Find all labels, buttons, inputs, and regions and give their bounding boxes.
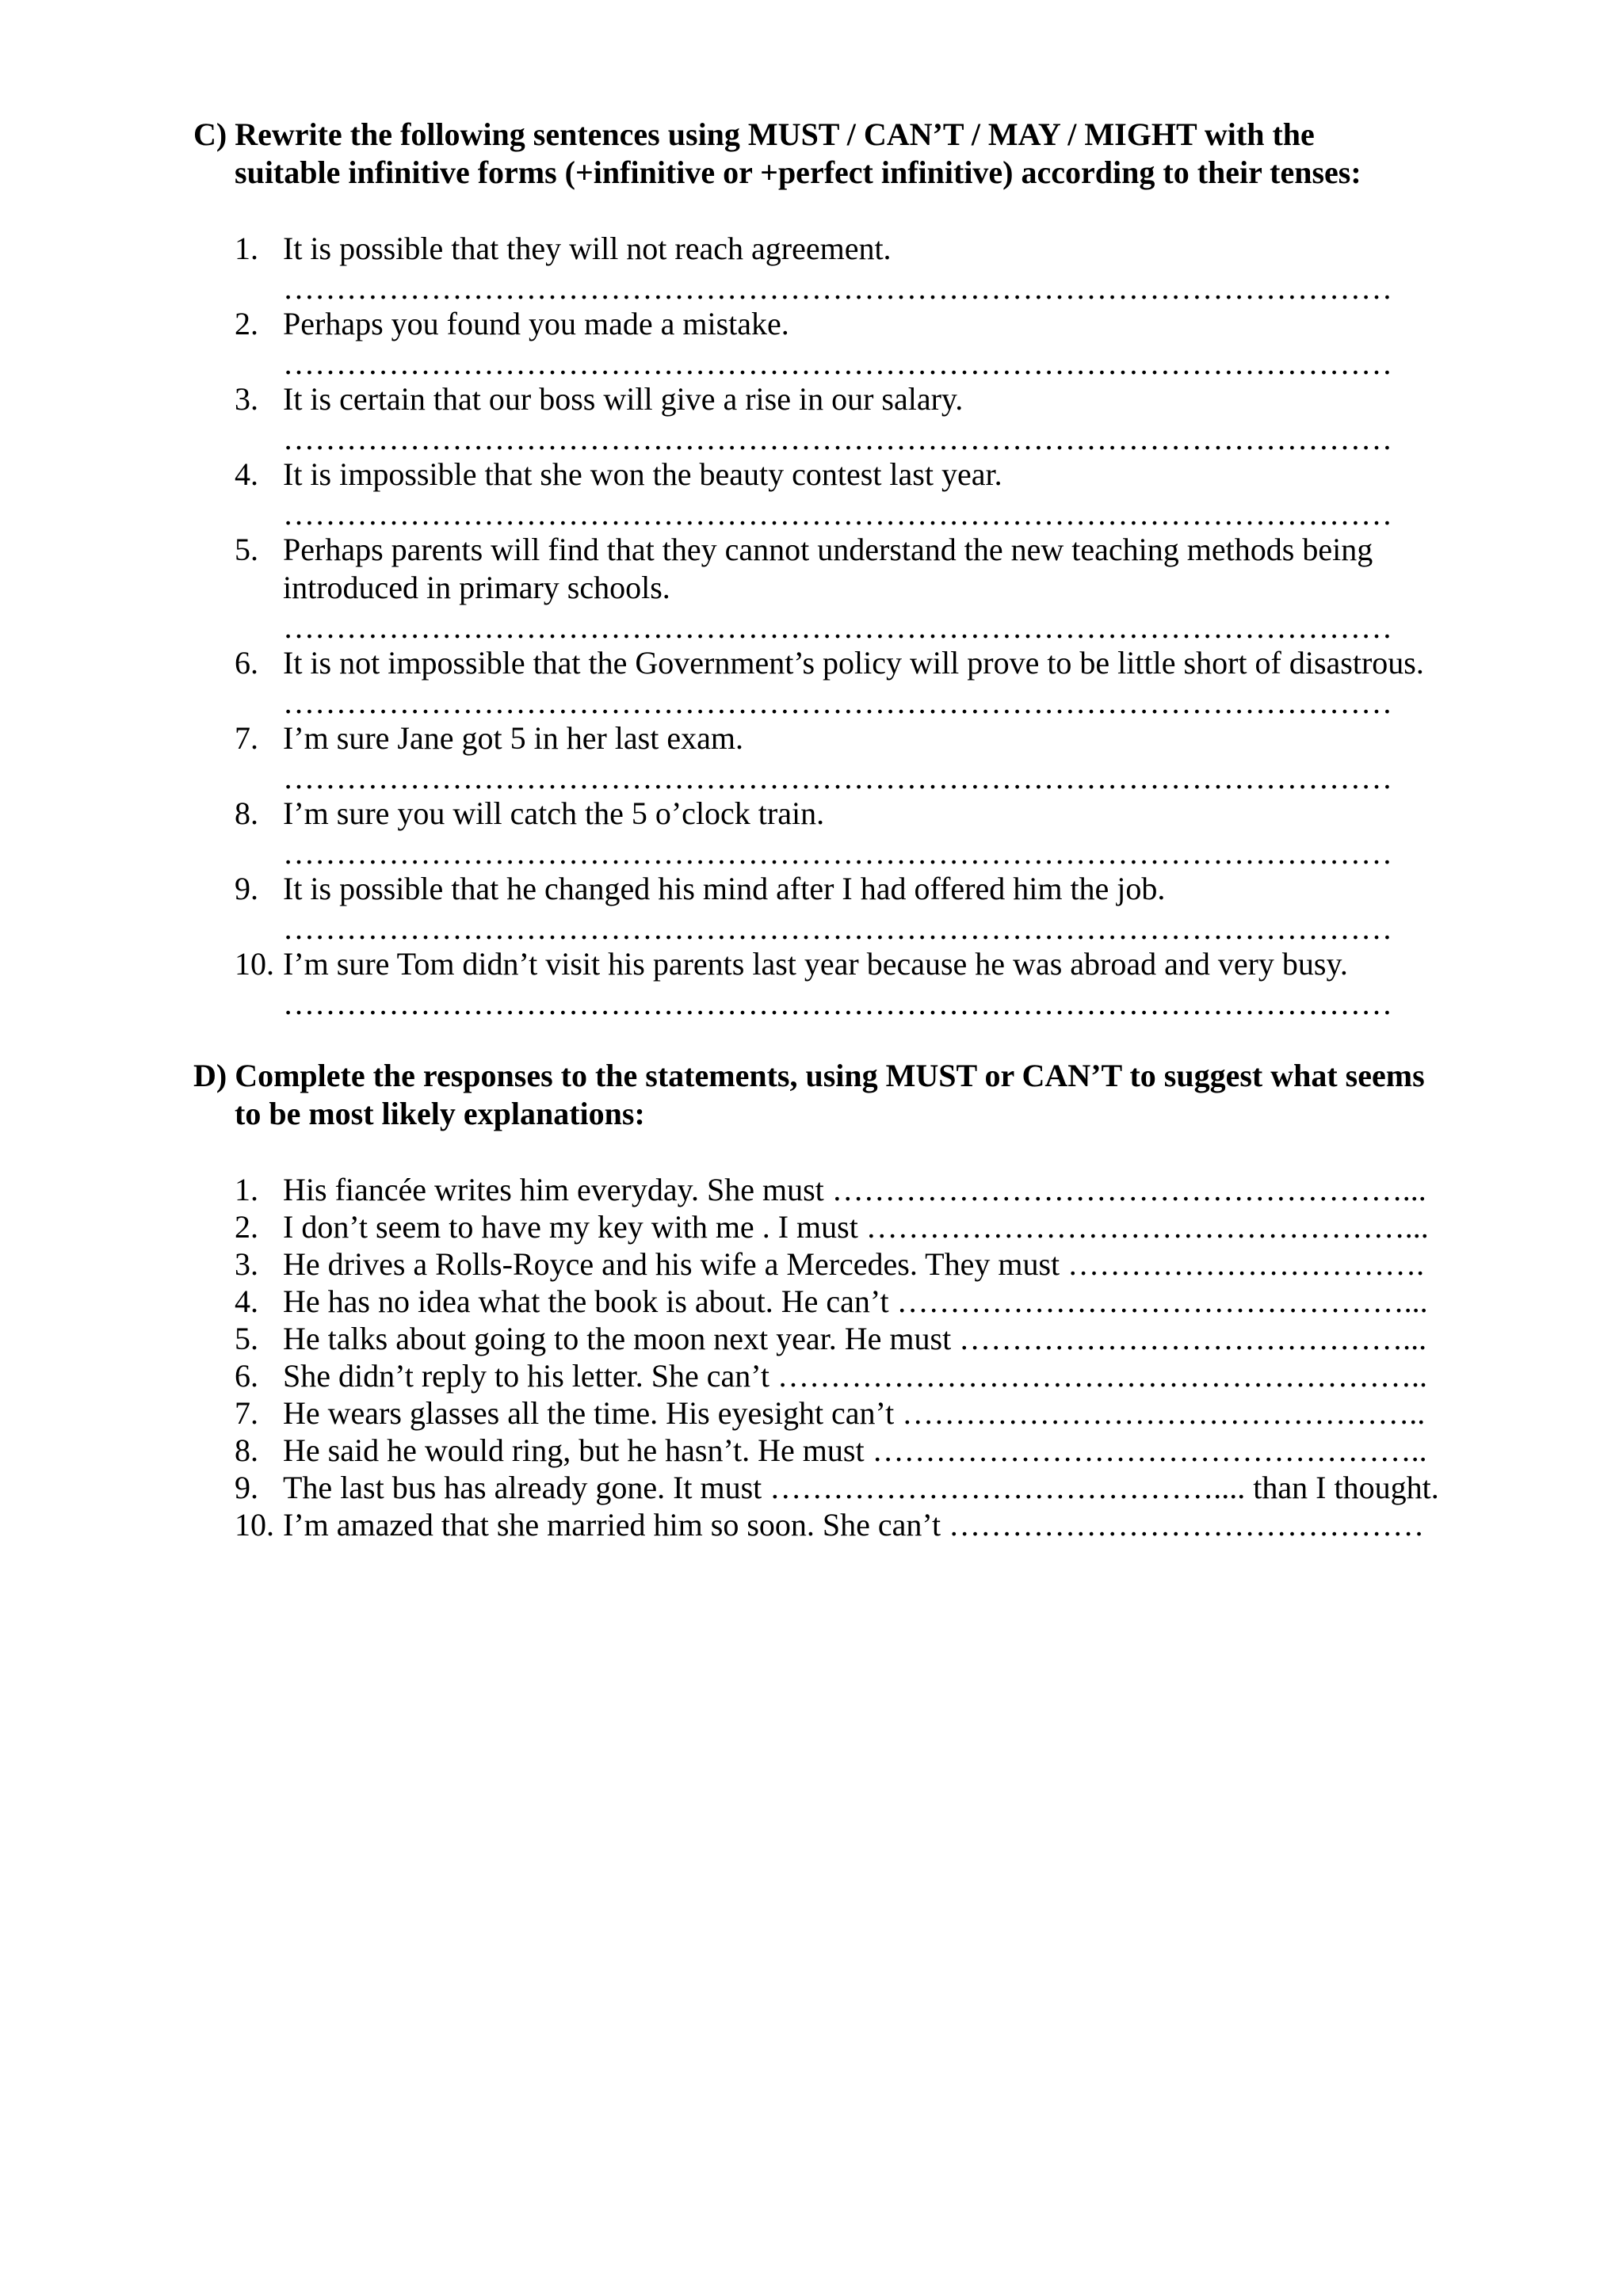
section-d-heading-line2: to be most likely explanations: [235, 1096, 645, 1131]
section-c-heading [193, 116, 1361, 192]
item-number: 3. [235, 1246, 258, 1282]
item-number: 6. [235, 645, 258, 681]
item-number: 2. [235, 1209, 258, 1245]
item-sentence: It is possible that he changed his mind after I had offered him the job. [283, 871, 1166, 906]
item-sentence: Perhaps parents will find that they cannot understand the new teaching methods being [283, 532, 1373, 567]
item-sentence: It is not impossible that the Government’s policy will prove to be little short of disastrous. [283, 645, 1424, 681]
item-number: 7. [235, 1395, 258, 1431]
item-number: 5. [235, 532, 258, 567]
item-response[interactable]: He said he would ring, but he hasn’t. He must …………………………………………….. [283, 1432, 1427, 1468]
item-number: 5. [235, 1321, 258, 1356]
section-c-heading-line2: suitable infinitive forms (+infinitive or +perfect infinitive) according to their tenses: [235, 154, 1361, 190]
item-number: 4. [235, 456, 258, 492]
item-number: 4. [235, 1283, 258, 1319]
item-sentence-continuation: introduced in primary schools. [283, 570, 670, 605]
item-sentence: I’m sure Jane got 5 in her last exam. [283, 720, 743, 756]
answer-line[interactable]: …………………………………………………………………………………………… [283, 421, 1392, 456]
item-number: 1. [235, 1172, 258, 1207]
section-d-heading [193, 1057, 1425, 1133]
item-number: 10. [235, 1507, 274, 1543]
item-response[interactable]: He drives a Rolls-Royce and his wife a Mercedes. They must ……………………………. [283, 1246, 1425, 1282]
item-response[interactable]: His fiancée writes him everyday. She must ………………………………………………... [283, 1172, 1426, 1207]
item-number: 6. [235, 1358, 258, 1394]
answer-line[interactable]: …………………………………………………………………………………………… [283, 496, 1392, 532]
answer-line[interactable]: …………………………………………………………………………………………… [283, 835, 1392, 871]
item-sentence: I’m sure Tom didn’t visit his parents last year because he was abroad and very busy. [283, 946, 1348, 982]
item-sentence: It is possible that they will not reach agreement. [283, 231, 892, 266]
item-number: 10. [235, 946, 274, 982]
item-response[interactable]: I’m amazed that she married him so soon. She can’t ……………………………………… [283, 1507, 1425, 1543]
item-number: 9. [235, 1470, 258, 1505]
item-number: 3. [235, 381, 258, 417]
answer-line[interactable]: …………………………………………………………………………………………… [283, 986, 1392, 1021]
item-response[interactable]: I don’t seem to have my key with me . I must ……………………………………………... [283, 1209, 1429, 1245]
answer-line[interactable]: …………………………………………………………………………………………… [283, 685, 1392, 720]
section-c-heading-line1: C) Rewrite the following sentences using MUST / CAN’T / MAY / MIGHT with the [193, 116, 1315, 152]
answer-line[interactable]: …………………………………………………………………………………………… [283, 910, 1392, 946]
item-response[interactable]: He talks about going to the moon next year. He must ……………………………………... [283, 1321, 1427, 1356]
answer-line[interactable]: …………………………………………………………………………………………… [283, 760, 1392, 795]
item-number: 7. [235, 720, 258, 756]
item-sentence: I’m sure you will catch the 5 o’clock train. [283, 795, 825, 831]
item-number: 8. [235, 795, 258, 831]
item-response[interactable]: He wears glasses all the time. His eyesight can’t ………………………………………….. [283, 1395, 1426, 1431]
answer-line[interactable]: …………………………………………………………………………………………… [283, 609, 1392, 645]
answer-line[interactable]: …………………………………………………………………………………………… [283, 270, 1392, 306]
item-number: 8. [235, 1432, 258, 1468]
item-number: 2. [235, 306, 258, 341]
answer-line[interactable]: …………………………………………………………………………………………… [283, 345, 1392, 381]
item-sentence: Perhaps you found you made a mistake. [283, 306, 789, 341]
item-sentence: It is impossible that she won the beauty contest last year. [283, 456, 1002, 492]
item-response[interactable]: The last bus has already gone. It must …………………………………….... than I thought. [283, 1470, 1439, 1505]
section-d-heading-line1: D) Complete the responses to the statements, using MUST or CAN’T to suggest what seems [193, 1058, 1425, 1093]
item-number: 1. [235, 231, 258, 266]
item-response[interactable]: She didn’t reply to his letter. She can’t …………………………………………………….. [283, 1358, 1427, 1394]
item-sentence: It is certain that our boss will give a rise in our salary. [283, 381, 964, 417]
item-number: 9. [235, 871, 258, 906]
item-response[interactable]: He has no idea what the book is about. He can’t …………………………………………... [283, 1283, 1428, 1319]
